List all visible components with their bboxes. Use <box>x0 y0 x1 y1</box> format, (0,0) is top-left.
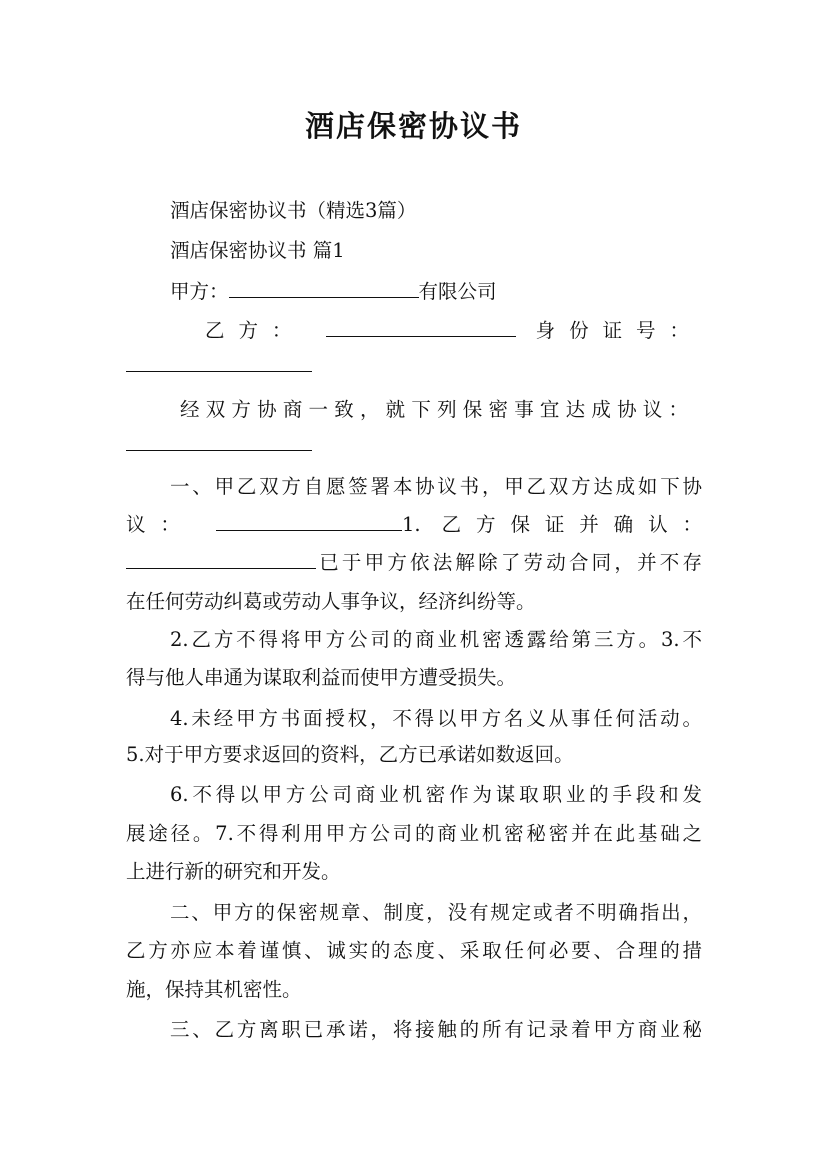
clause-1-line-1: 一、甲乙双方自愿签署本协议书，甲乙双方达成如下协 <box>170 475 702 498</box>
article-2-line-3: 施，保持其机密性。 <box>126 978 302 1001</box>
clause-4-line-1: 4.未经甲方书面授权，不得以甲方名义从事任何活动。 <box>170 707 702 730</box>
party-a-line <box>170 279 702 305</box>
party-b-id-blank <box>126 353 312 372</box>
clause-6-line-2: 展途径。7.不得利用甲方公司的商业机密秘密并在此基础之 <box>126 822 702 845</box>
clause-5-line: 5.对于甲方要求返回的资料，乙方已承诺如数返回。 <box>126 743 574 766</box>
clause-2-line-2: 得与他人串通为谋取利益而使甲方遭受损失。 <box>126 666 517 689</box>
clause-2-line-1: 2.乙方不得将甲方公司的商业机密透露给第三方。3.不 <box>170 628 702 651</box>
party-a-blank <box>229 279 419 298</box>
clause-1-line-3 <box>126 550 702 576</box>
article-3-line-1: 三、乙方离职已承诺，将接触的所有记录着甲方商业秘 <box>170 1018 702 1041</box>
clause-7-line-3: 上进行新的研究和开发。 <box>126 860 341 883</box>
article-2-line-2: 乙方亦应本着谨慎、诚实的态度、采取任何必要、合理的措 <box>126 939 702 962</box>
intro-line: 经双方协商一致，就下列保密事宜达成协议： <box>180 398 688 421</box>
clause-1-line-4: 在任何劳动纠葛或劳动人事争议，经济纠纷等。 <box>126 590 536 613</box>
document-subtitle: 酒店保密协议书（精选3篇） <box>170 199 417 222</box>
party-b-line <box>205 318 689 344</box>
clause-1-point-1: 1. 乙方保证并确认： <box>401 513 702 536</box>
intro-blank <box>126 432 312 451</box>
party-b-id-line <box>126 353 702 379</box>
party-a-label: 甲方： <box>170 280 229 303</box>
clause-6-line-1: 6.不得以甲方公司商业机密作为谋取职业的手段和发 <box>170 783 702 806</box>
clause-1-line-2 <box>126 512 702 538</box>
party-b-id-label: 身份证号： <box>535 319 689 342</box>
clause-1-label: 议： <box>126 513 195 536</box>
intro-blank-line <box>126 432 702 458</box>
party-a-suffix: 有限公司 <box>418 280 497 303</box>
clause-1-blank-a <box>216 512 402 531</box>
clause-1-blank-b <box>126 550 316 569</box>
article-2-line-1: 二、甲方的保密规章、制度，没有规定或者不明确指出， <box>170 901 702 924</box>
section-title: 酒店保密协议书 篇1 <box>170 239 345 262</box>
party-b-label: 乙方： <box>205 319 306 342</box>
document-title: 酒店保密协议书 <box>304 109 522 143</box>
clause-1-line-3-text: 已于甲方依法解除了劳动合同，并不存 <box>316 551 702 574</box>
party-b-blank <box>326 318 516 337</box>
